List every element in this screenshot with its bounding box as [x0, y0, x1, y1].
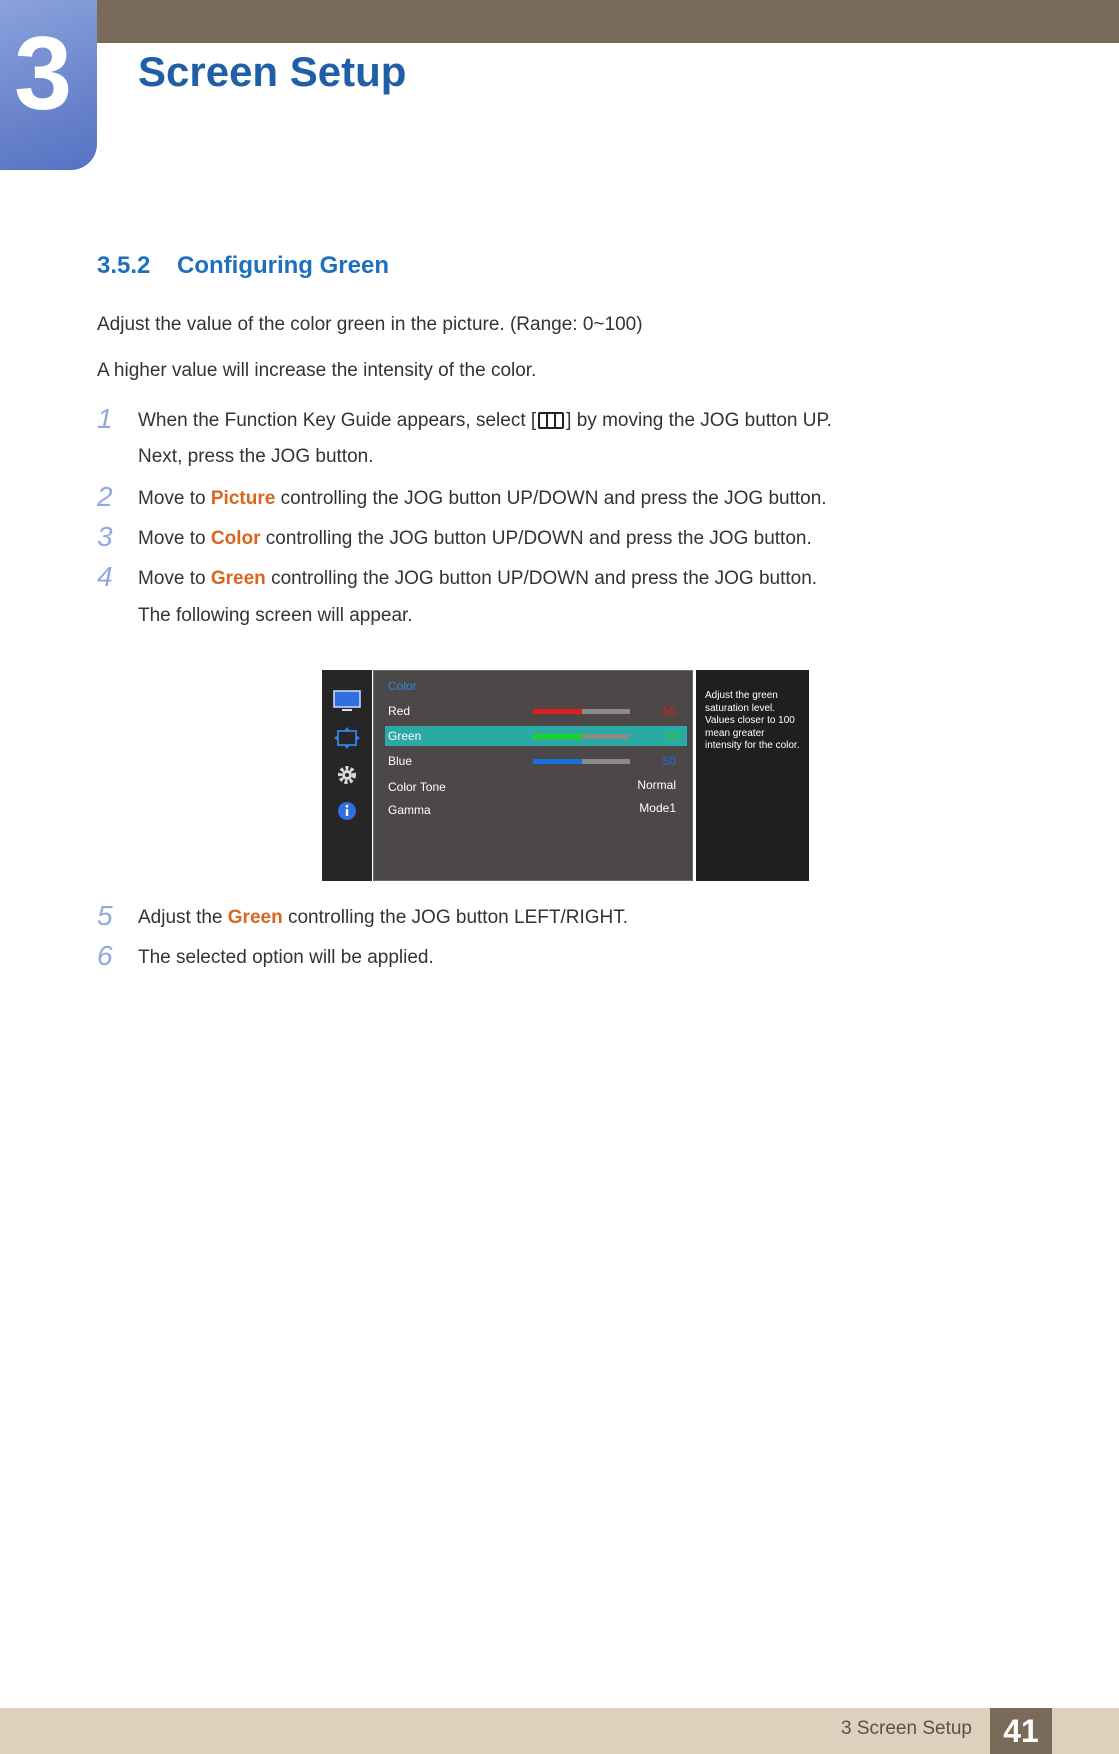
- step-text: Move to: [138, 528, 211, 549]
- resize-icon[interactable]: [333, 727, 361, 749]
- step-number: 4: [97, 561, 113, 592]
- osd-row-label: Gamma: [388, 803, 431, 817]
- intro-paragraph-1: Adjust the value of the color green in the picture. (Range: 0~100): [97, 314, 643, 335]
- keyword-picture: Picture: [210, 488, 276, 509]
- step-text: controlling the JOG button LEFT/RIGHT.: [282, 907, 629, 928]
- top-bar: [0, 0, 1119, 43]
- step-text: controlling the JOG button UP/DOWN and press the JOG button.: [265, 568, 818, 589]
- step-text: Move to: [138, 488, 211, 509]
- osd-row-label: Red: [388, 704, 411, 718]
- step-text: ] by moving the JOG button UP.: [566, 410, 832, 431]
- osd-row-value: 50: [662, 704, 676, 718]
- step-number: 5: [97, 900, 113, 931]
- osd-slider-track[interactable]: [533, 734, 630, 739]
- footer-chapter-label: 3 Screen Setup: [841, 1718, 972, 1739]
- osd-menu-title: Color: [388, 679, 417, 693]
- osd-menu-panel: [373, 670, 693, 881]
- osd-slider-track[interactable]: [533, 759, 630, 764]
- osd-row-gamma[interactable]: [388, 798, 684, 818]
- osd-row-label: Green: [388, 729, 422, 743]
- osd-screen: [322, 670, 809, 883]
- keyword-green: Green: [227, 907, 283, 928]
- osd-row-label: Blue: [388, 754, 413, 768]
- keyword-color: Color: [210, 528, 261, 549]
- chapter-number: 3: [14, 16, 72, 132]
- step-text: Adjust the: [138, 907, 228, 928]
- step-number: 1: [97, 403, 113, 434]
- osd-slider-track[interactable]: [533, 709, 630, 714]
- step-text: Move to: [138, 568, 211, 589]
- osd-slider-fill: [533, 709, 582, 714]
- monitor-icon[interactable]: [333, 690, 361, 712]
- step-text: The selected option will be applied.: [138, 947, 434, 968]
- osd-row-green[interactable]: [385, 726, 687, 746]
- step-sub-text: Next, press the JOG button.: [138, 446, 374, 467]
- section-number: 3.5.2: [97, 252, 151, 279]
- section-title: Configuring Green: [177, 252, 389, 279]
- step-sub-text: The following screen will appear.: [138, 605, 413, 626]
- osd-row-color-tone[interactable]: [388, 775, 684, 795]
- chapter-tab: [0, 0, 97, 170]
- step-text: controlling the JOG button UP/DOWN and press the JOG button.: [275, 488, 827, 509]
- osd-row-red[interactable]: [388, 701, 684, 721]
- osd-help-text: Adjust the green saturation level. Values closer to 100 mean greater intensity for the color.: [696, 670, 809, 881]
- section-heading: [97, 252, 389, 280]
- intro-paragraph-2: A higher value will increase the intensity of the color.: [97, 360, 537, 381]
- menu-grid-icon: [538, 412, 564, 429]
- osd-icon-column: [322, 670, 372, 881]
- info-icon[interactable]: [333, 800, 361, 822]
- step-number: 6: [97, 940, 113, 971]
- step-text: When the Function Key Guide appears, select [: [138, 410, 537, 431]
- osd-row-value: Mode1: [639, 801, 676, 815]
- osd-slider-fill: [533, 759, 582, 764]
- step-number: 3: [97, 521, 113, 552]
- gear-icon[interactable]: [333, 764, 361, 786]
- osd-row-label: Color Tone: [388, 780, 446, 794]
- osd-row-value: 50: [662, 754, 676, 768]
- step-text: controlling the JOG button UP/DOWN and press the JOG button.: [260, 528, 812, 549]
- osd-row-value: 50: [665, 729, 679, 743]
- step-number: 2: [97, 481, 113, 512]
- chapter-title: Screen Setup: [138, 48, 407, 95]
- page-number: 41: [990, 1708, 1052, 1754]
- osd-row-blue[interactable]: [388, 751, 684, 771]
- osd-row-value: Normal: [637, 778, 676, 792]
- keyword-green: Green: [210, 568, 266, 589]
- osd-slider-fill: [533, 734, 582, 739]
